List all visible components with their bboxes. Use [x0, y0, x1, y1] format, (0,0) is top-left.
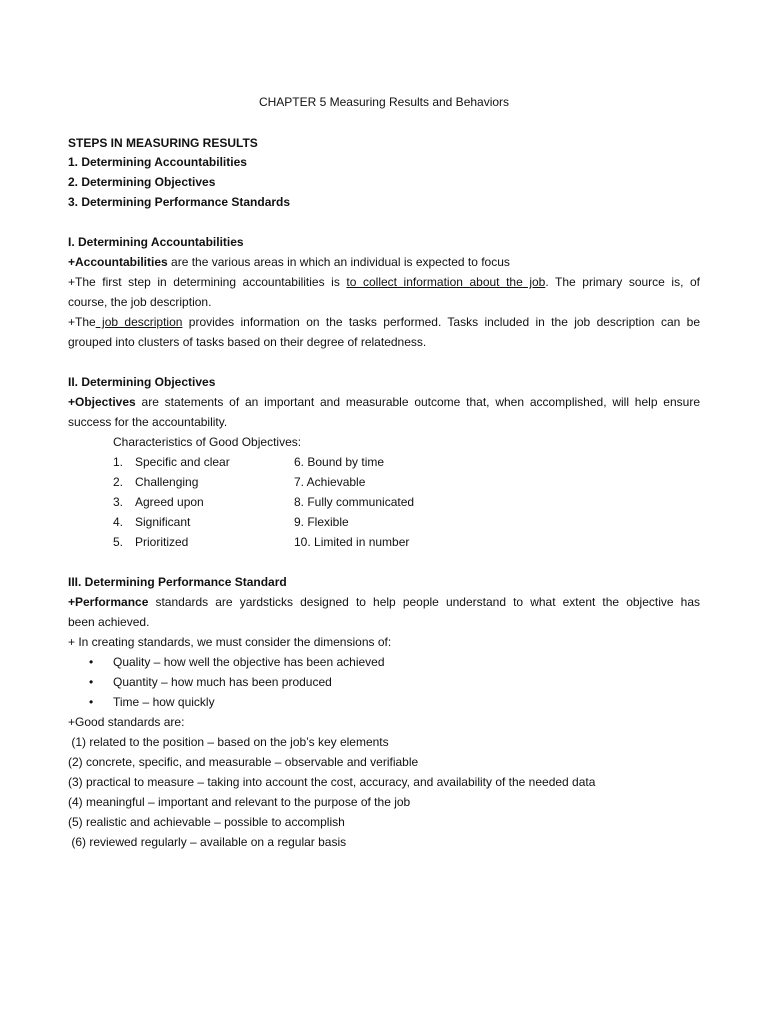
performance-definition: standards are yardsticks designed to help people understand to what extent the objective has	[148, 595, 700, 609]
section1-paragraph-3-line1	[68, 314, 700, 330]
section1-paragraph-3-line2: grouped into clusters of tasks based on their degree of relatedness.	[68, 335, 427, 349]
accountabilities-term: +Accountabilities	[68, 255, 168, 269]
characteristic-number: 4.	[113, 515, 124, 529]
bullet-icon: •	[89, 675, 94, 689]
section2-heading: II. Determining Objectives	[68, 375, 216, 389]
section1-p3-post: provides information on the tasks performed. Tasks included in the job description can be	[182, 315, 700, 329]
section3-paragraph-1-line1	[68, 594, 700, 610]
section3-paragraph-1-line2: been achieved.	[68, 615, 150, 629]
section3-paragraph-2: + In creating standards, we must consider the dimensions of:	[68, 635, 392, 649]
characteristic-right: 10. Limited in number	[294, 535, 410, 549]
bullet-icon: •	[89, 655, 94, 669]
good-standard-item: (3) practical to measure – taking into account the cost, accuracy, and availability of the needed data	[68, 775, 596, 789]
characteristic-right: 6. Bound by time	[294, 455, 385, 469]
good-standard-item: (5) realistic and achievable – possible to accomplish	[68, 815, 345, 829]
good-standard-item: (2) concrete, specific, and measurable – observable and verifiable	[68, 755, 419, 769]
section1-p2-pre: +The first step in determining accountabilities is	[68, 275, 347, 289]
steps-item-2: 2. Determining Objectives	[68, 175, 216, 189]
dimension-text: Quantity – how much has been produced	[113, 675, 332, 689]
section1-p2-post: . The primary source is, of	[545, 275, 700, 289]
section1-paragraph-2-line2: course, the job description.	[68, 295, 212, 309]
section1-heading: I. Determining Accountabilities	[68, 235, 244, 249]
objectives-definition: are statements of an important and measurable outcome that, when accomplished, will help ensure	[135, 395, 700, 409]
characteristic-number: 5.	[113, 535, 124, 549]
characteristic-left: Significant	[135, 515, 191, 529]
accountabilities-definition: are the various areas in which an individual is expected to focus	[167, 255, 510, 269]
characteristic-left: Agreed upon	[135, 495, 204, 509]
good-standard-item: (1) related to the position – based on the job’s key elements	[68, 735, 389, 749]
dimension-text: Quality – how well the objective has been achieved	[113, 655, 385, 669]
performance-term: +Performance	[68, 595, 149, 609]
characteristic-number: 3.	[113, 495, 124, 509]
steps-item-3: 3. Determining Performance Standards	[68, 195, 291, 209]
good-standard-item: (4) meaningful – important and relevant to the purpose of the job	[68, 795, 411, 809]
steps-heading: STEPS IN MEASURING RESULTS	[68, 136, 258, 150]
characteristic-left: Prioritized	[135, 535, 189, 549]
good-standard-item: (6) reviewed regularly – available on a regular basis	[68, 835, 347, 849]
objectives-term: +Objectives	[68, 395, 136, 409]
characteristic-left: Challenging	[135, 475, 199, 489]
characteristic-left: Specific and clear	[135, 455, 230, 469]
section3-heading: III. Determining Performance Standard	[68, 575, 287, 589]
bullet-icon: •	[89, 695, 94, 709]
characteristics-heading: Characteristics of Good Objectives:	[113, 435, 302, 449]
collect-info-underlined: to collect information about the job	[346, 275, 546, 289]
characteristic-right: 7. Achievable	[294, 475, 366, 489]
characteristic-number: 1.	[113, 455, 124, 469]
good-standards-heading: +Good standards are:	[68, 715, 185, 729]
section1-paragraph-2-line1	[68, 274, 700, 290]
characteristic-right: 9. Flexible	[294, 515, 349, 529]
dimension-text: Time – how quickly	[113, 695, 215, 709]
steps-item-1: 1. Determining Accountabilities	[68, 155, 247, 169]
section2-paragraph-1-line1	[68, 394, 700, 410]
section1-p3-pre: +The	[68, 315, 96, 329]
document-title: CHAPTER 5 Measuring Results and Behaviors	[258, 95, 510, 109]
job-description-underlined: job description	[95, 315, 183, 329]
characteristic-right: 8. Fully communicated	[294, 495, 415, 509]
characteristic-number: 2.	[113, 475, 124, 489]
section1-paragraph-1	[68, 254, 510, 270]
section2-paragraph-1-line2: success for the accountability.	[68, 415, 228, 429]
